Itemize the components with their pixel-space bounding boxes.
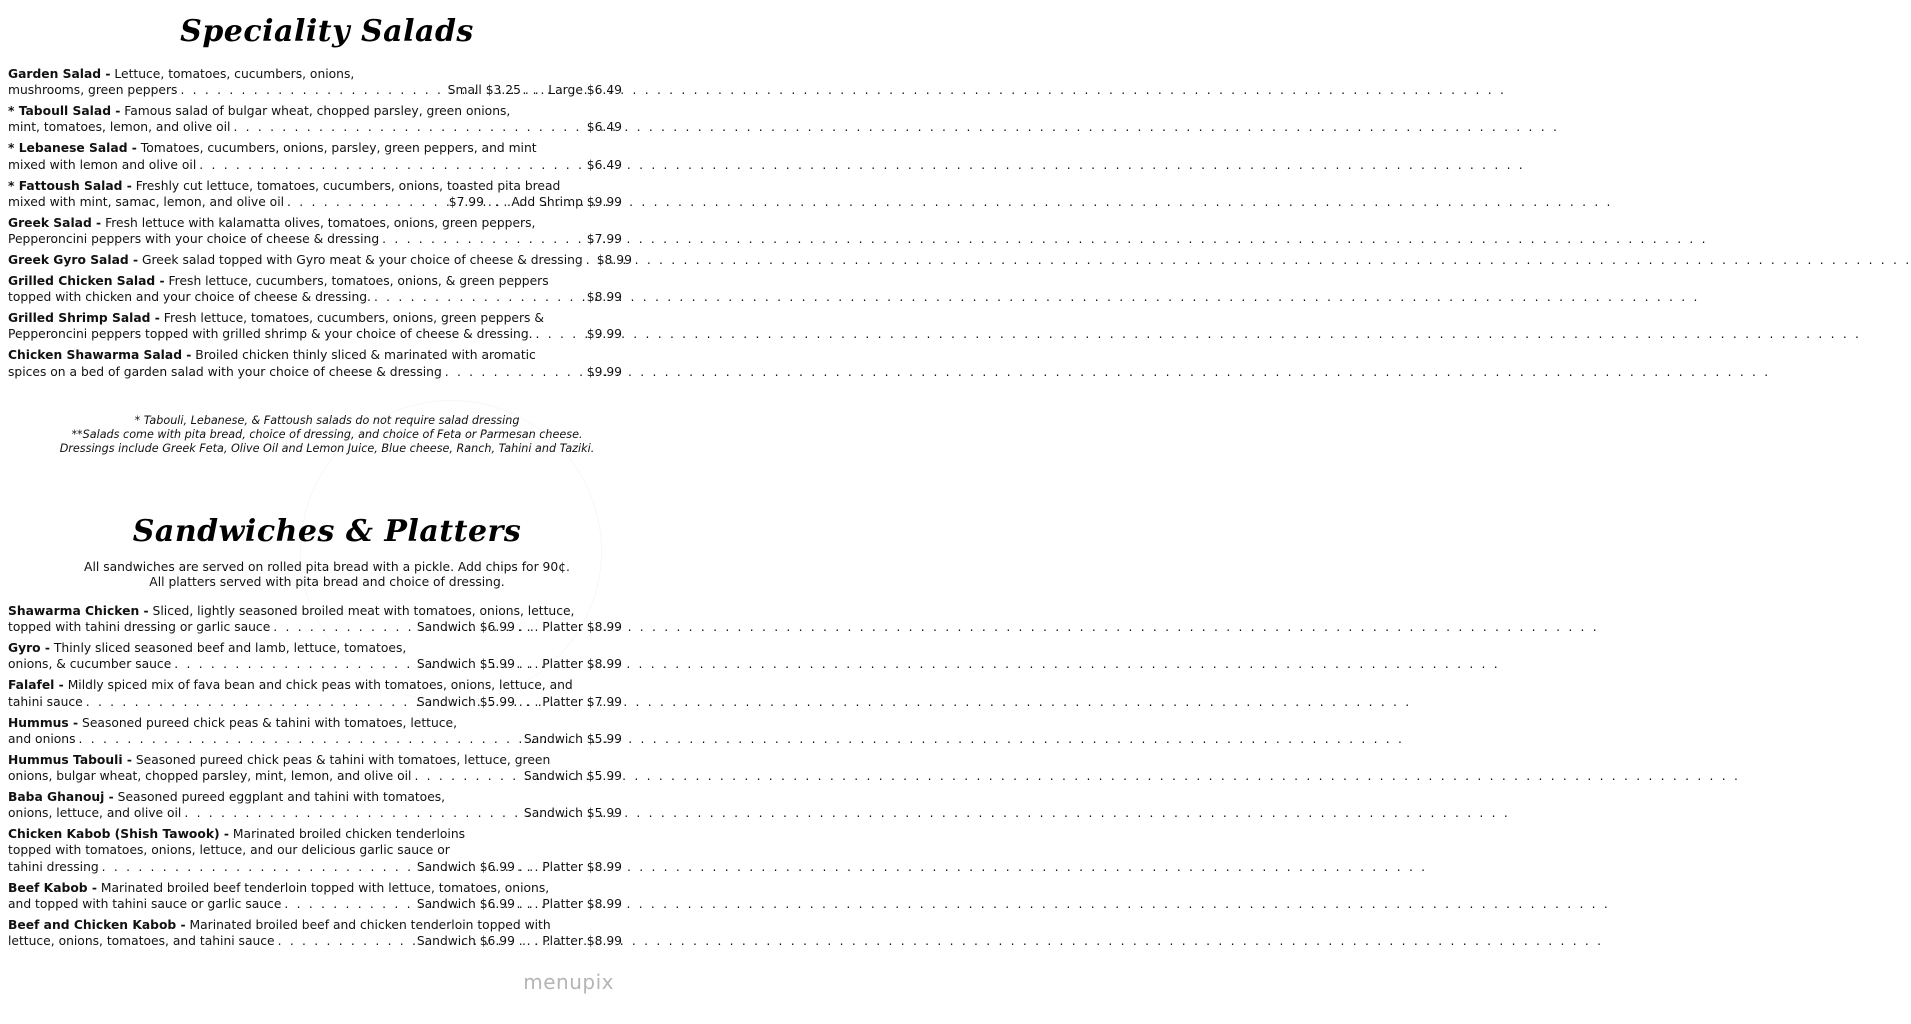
item-line — [8, 768, 622, 784]
item-description: Famous salad of bulgar wheat, chopped parsley, green onions, — [120, 104, 511, 119]
menu-item — [8, 347, 622, 380]
item-line — [8, 178, 622, 194]
item-price: Sandwich $5.99 — [523, 769, 622, 784]
dot-leader — [184, 805, 521, 821]
item-text — [8, 640, 406, 656]
item-description: Fresh lettuce with kalamatta olives, tomatoes, onions, green peppers, — [101, 215, 536, 230]
dot-leader — [180, 82, 444, 98]
item-text — [8, 917, 551, 933]
item-price: $6.49 — [586, 120, 622, 135]
item-description: lettuce, onions, tomatoes, and tahini sauce — [8, 934, 275, 949]
sandwiches-intro — [0, 560, 654, 590]
menu-item — [8, 215, 622, 248]
item-description: Seasoned pureed chick peas & tahini with tomatoes, lettuce, green — [131, 752, 551, 767]
item-name: * Lebanese Salad - — [8, 141, 137, 156]
item-name: Garden Salad - — [8, 67, 111, 81]
item-line — [8, 364, 622, 380]
item-price: Sandwich $6.99 . . . Platter $8.99 — [416, 620, 622, 635]
item-description: mint, tomatoes, lemon, and olive oil — [8, 120, 231, 135]
item-line — [8, 805, 622, 821]
item-price: $8.99 — [586, 290, 622, 305]
menu-item — [8, 603, 622, 636]
item-line — [8, 859, 622, 875]
dot-leader — [284, 896, 413, 912]
dot-leader — [233, 119, 583, 135]
dot-leader — [174, 656, 414, 672]
item-line — [8, 656, 622, 672]
item-line — [8, 826, 622, 842]
item-description: onions, bulgar wheat, chopped parsley, mint, lemon, and olive oil — [8, 769, 412, 784]
item-name: Hummus - — [8, 715, 79, 730]
item-line — [8, 694, 622, 710]
item-text — [8, 310, 544, 326]
item-price: $7.99 . . . Add Shrimp $9.99 — [448, 194, 622, 209]
item-price: Sandwich $5.99 — [523, 806, 622, 821]
item-description: Marinated broiled beef tenderloin topped with lettuce, tomatoes, onions, — [96, 880, 550, 895]
item-description: mixed with mint, samac, lemon, and olive oil — [8, 194, 285, 209]
menu-item — [8, 178, 622, 211]
item-line — [8, 789, 622, 805]
item-description: Broiled chicken thinly sliced & marinated with aromatic — [191, 348, 536, 363]
item-description: Mildly spiced mix of fava bean and chick peas with tomatoes, onions, lettuce, and — [63, 678, 573, 693]
item-line — [8, 103, 622, 119]
item-description: topped with chicken and your choice of cheese & dressing. — [8, 290, 371, 305]
item-price: Sandwich $6.99 . . . Platter $8.99 — [416, 934, 622, 949]
item-line — [8, 917, 622, 933]
salads-note-line: Dressings include Greek Feta, Olive Oil and Lemon Juice, Blue cheese, Ranch, Tahini and Taziki. — [59, 442, 595, 455]
menupix-watermark: menupix — [523, 970, 614, 994]
item-price: $9.99 — [586, 364, 622, 379]
item-line — [8, 66, 622, 82]
menu-item — [8, 752, 622, 785]
item-line — [8, 82, 622, 98]
item-description: mixed with lemon and olive oil — [8, 157, 197, 172]
item-line — [8, 215, 622, 231]
item-description: Thinly sliced seasoned beef and lamb, lettuce, tomatoes, — [50, 641, 407, 656]
item-price: Sandwich $6.99 . . . Platter $8.99 — [416, 896, 622, 911]
dot-leader — [536, 326, 584, 342]
item-line — [8, 619, 622, 635]
item-line — [8, 603, 622, 619]
item-line — [8, 273, 622, 289]
item-line — [8, 289, 622, 305]
item-line — [8, 231, 622, 247]
item-price: Sandwich $5.99 . . . Platter $7.99 — [416, 694, 622, 709]
item-name: Beef Kabob - — [8, 880, 97, 895]
item-name: Beef and Chicken Kabob - — [8, 917, 186, 932]
item-text — [8, 826, 465, 842]
item-description: and topped with tahini sauce or garlic sauce — [8, 896, 282, 911]
item-price: $7.99 — [586, 232, 622, 247]
item-line — [8, 677, 622, 693]
item-name: Hummus Tabouli - — [8, 752, 132, 767]
dot-leader — [278, 933, 414, 949]
item-text — [8, 347, 536, 363]
item-description: Pepperoncini peppers with your choice of cheese & dressing — [8, 232, 380, 247]
dot-leader — [414, 768, 520, 784]
menu-item — [8, 677, 622, 710]
sandwiches-title: Sandwiches & Platters — [132, 514, 522, 549]
item-name: Falafel - — [8, 678, 64, 693]
item-description: topped with tahini dressing or garlic sauce — [8, 620, 271, 635]
item-price: Small $3.25 . . . Large $6.49 — [447, 83, 622, 98]
item-description: topped with tomatoes, onions, lettuce, and our delicious garlic sauce or — [8, 843, 450, 858]
menu-item — [8, 715, 622, 748]
dot-leader — [273, 619, 414, 635]
item-description: onions, lettuce, and olive oil — [8, 806, 182, 821]
menu-item — [8, 826, 622, 875]
item-text — [8, 715, 457, 731]
item-text — [8, 215, 535, 231]
item-line — [8, 880, 622, 896]
item-text — [8, 103, 510, 119]
dot-leader — [287, 194, 446, 210]
salads-note-line: **Salads come with pita bread, choice of dressing, and choice of Feta or Parmesan cheese. — [71, 428, 583, 441]
item-name: Chicken Kabob (Shish Tawook) - — [8, 827, 230, 842]
dot-leader — [102, 859, 414, 875]
dot-leader — [382, 231, 584, 247]
item-line — [8, 933, 622, 949]
item-line — [8, 896, 622, 912]
item-line — [8, 310, 622, 326]
item-line — [8, 157, 622, 173]
item-name: Grilled Chicken Salad - — [8, 273, 165, 288]
item-name: Grilled Shrimp Salad - — [8, 311, 160, 326]
item-text — [8, 178, 560, 194]
dot-leader — [199, 157, 584, 173]
menu-item — [8, 880, 622, 913]
item-name: Greek Gyro Salad - — [8, 252, 139, 267]
item-text — [8, 789, 445, 805]
item-description: Freshly cut lettuce, tomatoes, cucumbers, onions, toasted pita bread — [131, 178, 561, 193]
item-price: $8.99 — [596, 252, 632, 267]
item-description: tahini sauce — [8, 694, 83, 709]
item-line — [8, 752, 622, 768]
item-line — [8, 194, 622, 210]
item-description: Seasoned pureed eggplant and tahini with tomatoes, — [113, 789, 446, 804]
menu-item — [8, 140, 622, 173]
item-description: onions, & cucumber sauce — [8, 657, 172, 672]
item-line — [8, 252, 632, 268]
item-line — [8, 842, 622, 858]
item-price: Sandwich $6.99 . . . Platter $8.99 — [416, 859, 622, 874]
item-description: Sliced, lightly seasoned broiled meat with tomatoes, onions, lettuce, — [148, 604, 575, 618]
salads-title: Speciality Salads — [180, 14, 474, 49]
dot-leader — [79, 731, 521, 747]
item-line — [8, 640, 622, 656]
dot-leader — [86, 694, 414, 710]
item-name: Baba Ghanouj - — [8, 789, 114, 804]
item-name: Chicken Shawarma Salad - — [8, 348, 192, 363]
salads-list — [8, 66, 632, 384]
item-name: Greek Salad - — [8, 215, 102, 230]
sandwiches-intro-line: All platters served with pita bread and choice of dressing. — [149, 575, 505, 589]
menu-item — [8, 789, 622, 822]
item-price: $6.49 — [586, 157, 622, 172]
item-text — [8, 752, 550, 768]
item-line — [8, 347, 622, 363]
item-line — [8, 731, 622, 747]
sandwiches-intro-line: All sandwiches are served on rolled pita bread with a pickle. Add chips for 90¢. — [84, 560, 570, 574]
item-text — [8, 140, 537, 156]
item-price: Sandwich $5.99 — [523, 731, 622, 746]
item-text — [8, 880, 549, 896]
item-line — [8, 326, 622, 342]
item-description: Fresh lettuce, tomatoes, cucumbers, onions, green peppers & — [159, 311, 544, 326]
menu-item — [8, 310, 622, 343]
item-description: Seasoned pureed chick peas & tahini with tomatoes, lettuce, — [78, 715, 458, 730]
item-line — [8, 715, 622, 731]
item-line — [8, 140, 622, 156]
item-name: Shawarma Chicken - — [8, 604, 149, 618]
item-description: Tomatoes, cucumbers, onions, parsley, green peppers, and mint — [136, 141, 537, 156]
dot-leader — [374, 289, 584, 305]
item-description: mushrooms, green peppers — [8, 83, 178, 98]
menu-item — [8, 252, 632, 268]
item-text — [8, 677, 573, 693]
item-description: and onions — [8, 731, 76, 746]
menu-item — [8, 917, 622, 950]
item-description: tahini dressing — [8, 859, 99, 874]
item-description: Greek salad topped with Gyro meat & your choice of cheese & dressing — [138, 252, 583, 267]
item-text — [8, 66, 354, 82]
dot-leader — [586, 252, 594, 268]
item-line — [8, 119, 622, 135]
item-text — [8, 252, 583, 268]
menu-item — [8, 103, 622, 136]
salads-notes — [0, 414, 654, 456]
dot-leader — [445, 364, 584, 380]
item-name: Gyro - — [8, 641, 51, 656]
item-description: Marinated broiled beef and chicken tenderloin topped with — [185, 917, 551, 932]
menu-item — [8, 273, 622, 306]
item-description: Fresh lettuce, cucumbers, tomatoes, onions, & green peppers — [164, 273, 549, 288]
item-name: * Fattoush Salad - — [8, 178, 132, 193]
item-description: Pepperoncini peppers topped with grilled shrimp & your choice of cheese & dressing. — [8, 327, 533, 342]
sandwiches-list — [8, 603, 622, 954]
item-description: spices on a bed of garden salad with your choice of cheese & dressing — [8, 364, 442, 379]
item-description: Marinated broiled chicken tenderloins — [229, 827, 466, 842]
item-price: Sandwich $5.99 . . . Platter $8.99 — [416, 657, 622, 672]
menu-item — [8, 640, 622, 673]
item-text — [8, 273, 549, 289]
item-text — [8, 603, 574, 619]
salads-note-line: * Tabouli, Lebanese, & Fattoush salads do not require salad dressing — [134, 414, 520, 427]
item-description: Lettuce, tomatoes, cucumbers, onions, — [110, 67, 355, 81]
menu-item — [8, 66, 622, 99]
item-price: $9.99 — [586, 327, 622, 342]
item-name: * Taboull Salad - — [8, 104, 121, 119]
menu-page — [0, 0, 654, 1024]
